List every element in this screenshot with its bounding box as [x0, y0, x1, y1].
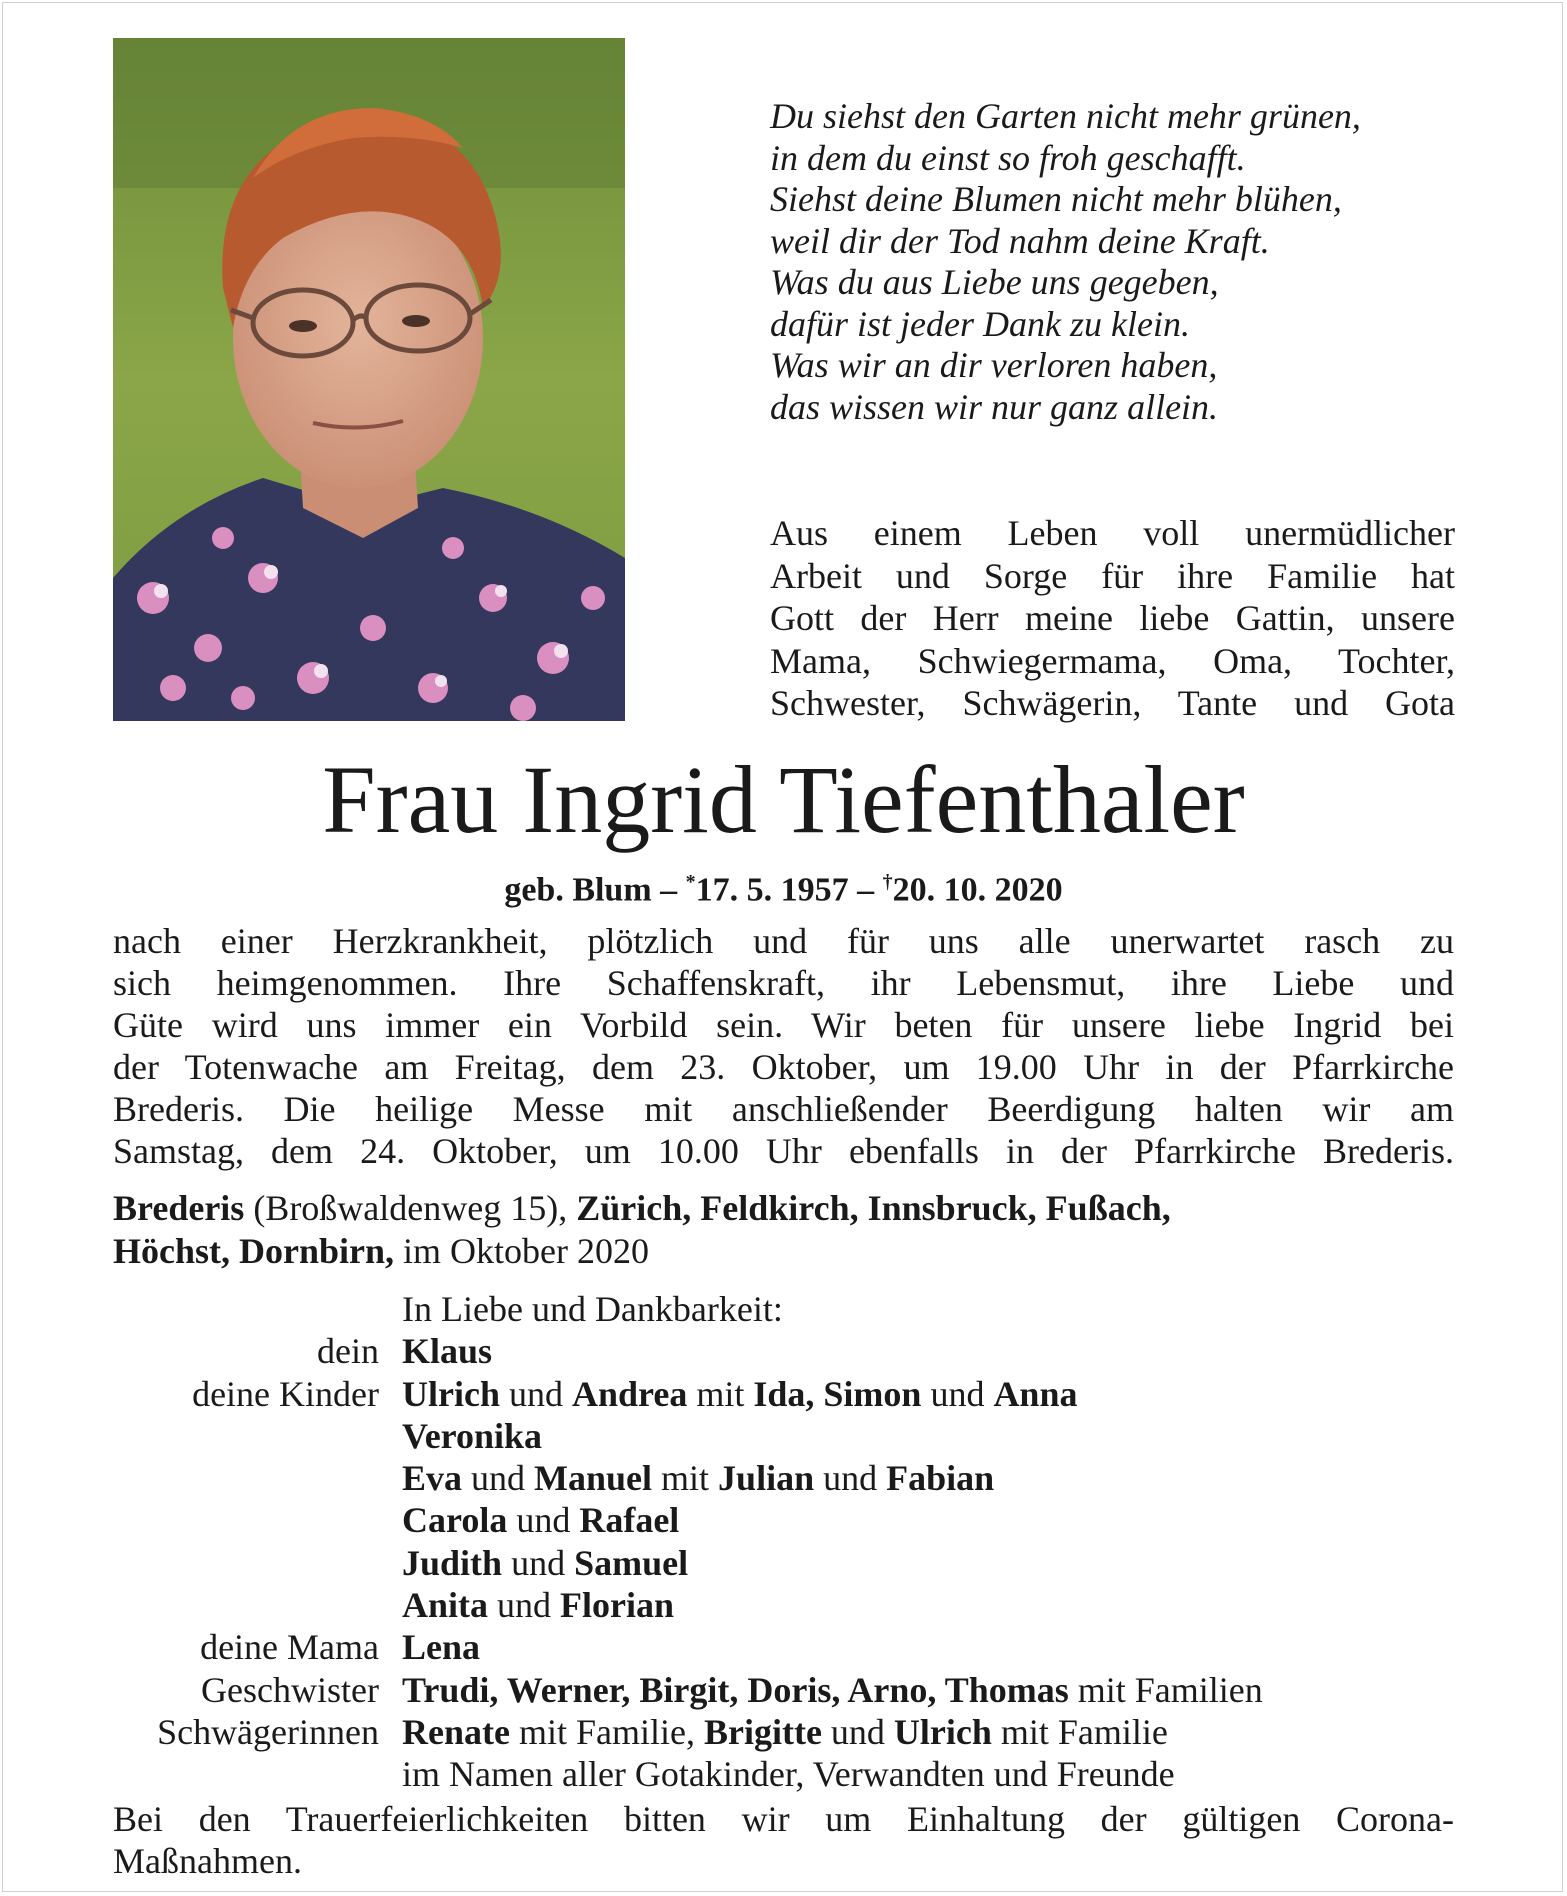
- mourners-intro: In Liebe und Dankbarkeit:: [402, 1289, 783, 1329]
- body-paragraph: [113, 920, 1454, 1172]
- memorial-poem: [770, 96, 1490, 428]
- place-brederis: Brederis: [113, 1188, 245, 1228]
- closing-line: Bei den Trauerfeierlichkeiten bitten wir um Einhaltung der gültigen Corona-: [113, 1799, 1454, 1839]
- closing-line: Maßnahmen.: [113, 1841, 302, 1881]
- mourner-names: [379, 1753, 1175, 1795]
- mourner-name: Ida, Simon: [753, 1373, 922, 1414]
- address: (Broßwaldenweg 15),: [253, 1188, 568, 1228]
- mourner-connector: mit Familien: [1068, 1669, 1263, 1710]
- body-line: der Totenwache am Freitag, dem 23. Oktober, um 19.00 Uhr in der Pfarrkirche: [113, 1047, 1454, 1087]
- mourner-connector: und: [507, 1500, 580, 1541]
- mourner-relation: dein: [317, 1331, 379, 1372]
- mourner-name: Lena: [402, 1627, 481, 1668]
- maiden-name: geb. Blum: [504, 871, 652, 909]
- mourner-row: [113, 1584, 1513, 1626]
- deceased-name: Frau Ingrid Tiefenthaler: [322, 746, 1245, 853]
- mourner-name: Fabian: [886, 1458, 995, 1499]
- mourner-names: [379, 1626, 480, 1668]
- mourner-relation: [113, 1457, 379, 1499]
- mourner-names: [379, 1542, 688, 1584]
- poem-line: Was wir an dir verloren haben,: [770, 345, 1218, 385]
- mourner-name: Andrea: [571, 1373, 688, 1414]
- death-mark: †: [882, 871, 893, 893]
- mourner-connector: mit: [652, 1458, 719, 1499]
- mourner-relation: [113, 1499, 379, 1541]
- mourner-connector: und: [921, 1373, 994, 1414]
- mourner-connector: und: [462, 1458, 535, 1499]
- mourner-names: [379, 1584, 674, 1626]
- intro-line: Arbeit und Sorge für ihre Familie hat: [770, 555, 1455, 596]
- poem-line: dafür ist jeder Dank zu klein.: [770, 303, 1190, 344]
- mourner-connector: und: [499, 1373, 572, 1414]
- mourner-row: [113, 1373, 1513, 1415]
- mourner-name: Brigitte: [703, 1711, 822, 1752]
- mourners-list: [113, 1288, 1513, 1796]
- mourner-relation: [113, 1753, 379, 1795]
- mourner-connector: und: [814, 1458, 887, 1499]
- mourner-name: Eva: [402, 1458, 463, 1499]
- mourner-name: Anna: [993, 1373, 1078, 1414]
- mourner-name: Renate: [402, 1711, 510, 1752]
- mourner-names: [379, 1330, 492, 1372]
- mourner-name: Judith: [402, 1542, 503, 1583]
- mourner-row: [113, 1753, 1513, 1795]
- mourner-names: [379, 1669, 1263, 1711]
- separator: –: [857, 871, 875, 909]
- birth-mark: *: [685, 871, 696, 893]
- mourner-relation: [113, 1584, 379, 1626]
- cities-line-1: Zürich, Feldkirch, Innsbruck, Fußach,: [576, 1188, 1171, 1228]
- body-line: sich heimgenommen. Ihre Schaffenskraft, ihr Lebensmut, ihre Liebe und: [113, 963, 1454, 1003]
- mourner-relation: Geschwister: [201, 1669, 379, 1710]
- intro-line: Schwester, Schwägerin, Tante und Gota: [770, 683, 1455, 723]
- intro-line: Aus einem Leben voll unermüdlicher: [770, 513, 1455, 553]
- mourner-connector: mit: [687, 1373, 754, 1414]
- mourner-relation: deine Kinder: [192, 1373, 379, 1414]
- body-line: Samstag, dem 24. Oktober, um 10.00 Uhr ebenfalls in der Pfarrkirche Brederis.: [113, 1131, 1454, 1171]
- poem-line: in dem du einst so froh geschafft.: [770, 137, 1246, 178]
- mourner-name: Ulrich: [402, 1373, 500, 1414]
- separator: –: [660, 871, 678, 909]
- mourner-name: Florian: [560, 1585, 675, 1626]
- mourner-relation: Schwägerinnen: [157, 1711, 379, 1752]
- poem-line: Was du aus Liebe uns gegeben,: [770, 262, 1219, 302]
- mourner-name: Rafael: [579, 1500, 680, 1541]
- mourner-name: Julian: [718, 1458, 815, 1499]
- poem-line: Du siehst den Garten nicht mehr grünen,: [770, 96, 1361, 136]
- closing-note: [113, 1798, 1454, 1882]
- mourner-name: Carola: [402, 1500, 508, 1541]
- mourner-names: [379, 1373, 1077, 1415]
- mourner-names: [379, 1499, 679, 1541]
- mourner-row: [113, 1330, 1513, 1372]
- mourner-row: [113, 1457, 1513, 1499]
- mourner-name: Ulrich: [893, 1711, 992, 1752]
- mourner-connector: und: [821, 1711, 894, 1752]
- mourner-connector: mit Familie,: [509, 1711, 704, 1752]
- mourner-name: Anita: [402, 1585, 489, 1626]
- mourner-row: [113, 1669, 1513, 1711]
- mourner-names: [379, 1711, 1168, 1753]
- mourner-row: [113, 1542, 1513, 1584]
- poem-line: das wissen wir nur ganz allein.: [770, 386, 1219, 427]
- mourner-names: [379, 1415, 542, 1457]
- mourner-relation: [113, 1542, 379, 1584]
- mourner-row: [113, 1626, 1513, 1668]
- mourner-relation: [113, 1415, 379, 1457]
- mourner-name: Manuel: [534, 1458, 653, 1499]
- body-line: nach einer Herzkrankheit, plötzlich und für uns alle unerwartet rasch zu: [113, 921, 1454, 961]
- cities-line-2: Höchst, Dornbirn,: [113, 1231, 395, 1271]
- mourner-connector: mit Familie: [991, 1711, 1168, 1752]
- birth-date: 17. 5. 1957: [695, 871, 849, 909]
- mourner-name: Trudi, Werner, Birgit, Doris, Arno, Thomas: [402, 1669, 1069, 1710]
- body-line: Brederis. Die heilige Messe mit anschließender Beerdigung halten wir am: [113, 1089, 1454, 1129]
- mourner-connector: im Namen aller Gotakinder, Verwandten und Freunde: [402, 1754, 1175, 1795]
- mourner-row: [113, 1415, 1513, 1457]
- mourner-row: [113, 1499, 1513, 1541]
- mourner-name: Veronika: [402, 1415, 543, 1456]
- intro-paragraph: [770, 512, 1455, 725]
- birth-death-dates: [0, 858, 1567, 914]
- mourner-connector: und: [488, 1585, 561, 1626]
- places-line: [113, 1187, 1454, 1273]
- mourner-name: Klaus: [402, 1331, 493, 1372]
- poem-line: weil dir der Tod nahm deine Kraft.: [770, 220, 1270, 261]
- body-line: Güte wird uns immer ein Vorbild sein. Wir beten für unsere liebe Ingrid bei: [113, 1005, 1454, 1045]
- death-date: 20. 10. 2020: [892, 871, 1063, 909]
- intro-line: Gott der Herr meine liebe Gattin, unsere: [770, 598, 1455, 638]
- mourner-relation: deine Mama: [200, 1627, 379, 1668]
- intro-line: Mama, Schwiegermama, Oma, Tochter,: [770, 640, 1455, 681]
- mourner-names: [379, 1457, 994, 1499]
- mourner-row: [113, 1711, 1513, 1753]
- mourner-name: Samuel: [574, 1542, 689, 1583]
- poem-line: Siehst deine Blumen nicht mehr blühen,: [770, 179, 1342, 219]
- mourner-connector: und: [502, 1542, 575, 1583]
- portrait-photo: [113, 38, 625, 721]
- place-date: im Oktober 2020: [403, 1231, 650, 1271]
